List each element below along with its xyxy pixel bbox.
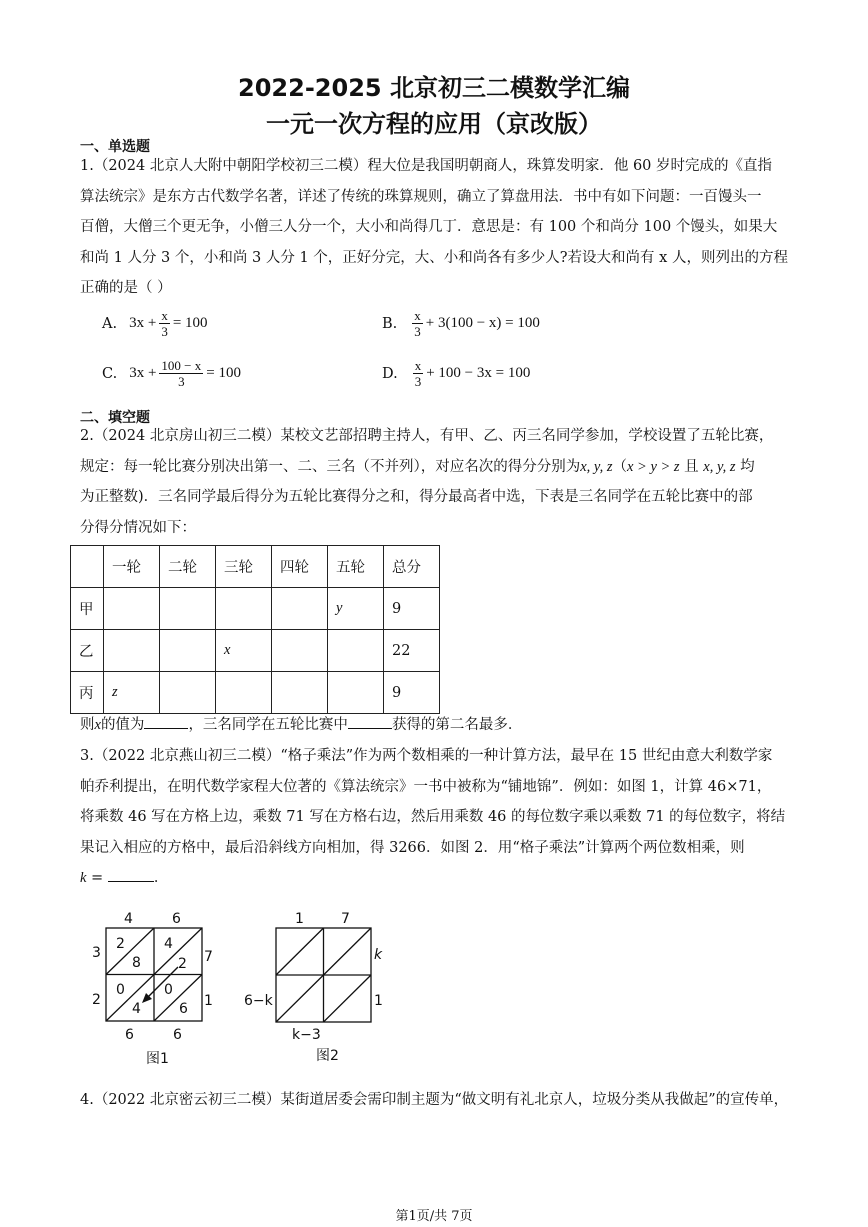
fig2-left-expr: 6−k bbox=[244, 993, 273, 1009]
option-a-suffix: = 100 bbox=[172, 315, 208, 331]
option-a-prefix: 3x + bbox=[129, 315, 157, 331]
fig2-right-k: k bbox=[374, 947, 383, 963]
q1-option-a[interactable] bbox=[102, 308, 208, 339]
q2-line-4: 分得分情况如下： bbox=[80, 519, 196, 536]
q2-answer-text: 的值为 bbox=[100, 717, 145, 733]
table-header-cell: 四轮 bbox=[272, 546, 328, 588]
option-d-formula bbox=[410, 358, 531, 389]
fig1-top-digit: 6 bbox=[172, 911, 181, 927]
table-cell bbox=[328, 630, 384, 672]
option-d-suffix: + 100 − 3x = 100 bbox=[426, 365, 531, 381]
fig1-right-digit: 1 bbox=[204, 993, 213, 1009]
table-cell: 丙 bbox=[71, 672, 104, 714]
q1-option-b[interactable] bbox=[382, 308, 540, 339]
fig1-right-digit: 7 bbox=[204, 949, 213, 965]
option-d-label: D. bbox=[382, 365, 398, 382]
answer-blank-k[interactable] bbox=[108, 865, 154, 882]
question-1-text bbox=[80, 151, 792, 304]
table-cell bbox=[160, 588, 216, 630]
fig2-top-digit: 7 bbox=[341, 911, 350, 927]
table-cell: 9 bbox=[384, 672, 440, 714]
table-variable: x bbox=[224, 642, 231, 658]
page-number: 第1页/共 7页 bbox=[395, 1209, 473, 1224]
q1-option-d[interactable] bbox=[382, 358, 530, 389]
q1-line-5: 正确的是（ ） bbox=[80, 280, 172, 296]
table-cell: 9 bbox=[384, 588, 440, 630]
option-a-label: A. bbox=[102, 315, 118, 332]
table-cell bbox=[104, 672, 160, 714]
option-c-fraction bbox=[159, 358, 203, 389]
table-cell: 22 bbox=[384, 630, 440, 672]
table-header-row bbox=[71, 546, 440, 588]
table-cell bbox=[104, 588, 160, 630]
figure-2-lattice bbox=[240, 905, 400, 1070]
option-c-label: C. bbox=[102, 365, 118, 382]
q3-line-4: 果记入相应的方格中，最后沿斜线方向相加，得 3266．如图 2．用“格子乘法”计算两个两位数相乘，则 bbox=[80, 839, 745, 856]
fig1-bottom-digit: 6 bbox=[173, 1027, 182, 1043]
fig1-caption: 图1 bbox=[146, 1051, 169, 1067]
option-b-fraction bbox=[412, 308, 423, 339]
q2-answer-variable: x bbox=[94, 717, 101, 733]
fig1-cell-digit: 0 bbox=[164, 982, 173, 998]
option-d-fraction bbox=[413, 358, 424, 389]
table-header-cell: 二轮 bbox=[160, 546, 216, 588]
table-row bbox=[71, 588, 440, 630]
fig1-cell-digit: 4 bbox=[132, 1001, 141, 1017]
fraction-numerator: x bbox=[161, 308, 168, 323]
figure-1-lattice bbox=[80, 905, 230, 1070]
q4-line-1: 4.（2022 北京密云初三二模）某街道居委会需印制主题为“做文明有礼北京人，垃圾分类从我做起”的宣传单， bbox=[80, 1092, 789, 1108]
document-title-line1: 2022-2025 北京初三二模数学汇编 bbox=[238, 74, 630, 102]
fig1-top-digit: 4 bbox=[124, 911, 133, 927]
table-header-cell: 总分 bbox=[384, 546, 440, 588]
q3-line-5 bbox=[80, 863, 792, 894]
table-cell bbox=[71, 546, 104, 588]
option-c-prefix: 3x + bbox=[129, 365, 157, 381]
fig1-left-digit: 2 bbox=[92, 992, 101, 1008]
q1-line-4: 和尚 1 人分 3 个，小和尚 3 人分 1 个，正好分完，大、小和尚各有多少人?若设大和尚有 x 人，则列出的方程 bbox=[80, 249, 788, 266]
q2-paren-open: （ bbox=[612, 458, 627, 475]
table-header-cell: 五轮 bbox=[328, 546, 384, 588]
question-2-text bbox=[80, 421, 792, 543]
option-c-suffix: = 100 bbox=[206, 365, 241, 381]
fraction-denominator: 3 bbox=[161, 324, 168, 339]
table-row bbox=[71, 672, 440, 714]
fig1-cell-digit: 2 bbox=[178, 956, 187, 972]
table-variable: z bbox=[112, 684, 118, 700]
fig2-caption: 图2 bbox=[316, 1048, 339, 1064]
fig1-cell-digit: 2 bbox=[116, 936, 125, 952]
fig2-top-digit: 1 bbox=[295, 911, 304, 927]
option-b-suffix: + 3(100 − x) = 100 bbox=[425, 315, 540, 331]
fig1-cell-digit: 6 bbox=[179, 1001, 188, 1017]
option-b-label: B. bbox=[382, 315, 398, 332]
q3-end: ． bbox=[153, 870, 169, 886]
fraction-denominator: 3 bbox=[178, 374, 185, 389]
fig1-bottom-digit: 6 bbox=[125, 1027, 134, 1043]
question-3-text bbox=[80, 741, 792, 894]
q2-variables-2: x, y, z bbox=[703, 458, 736, 475]
q2-line-2-end: 均 bbox=[735, 458, 755, 475]
q1-option-c[interactable] bbox=[102, 358, 241, 389]
q3-line-2: 帕乔利提出，在明代数学家程大位著的《算法统宗》一书中被称为“铺地锦”．例如：如图 1，计算 46×71， bbox=[80, 778, 772, 795]
fraction-numerator: x bbox=[414, 308, 421, 323]
table-cell bbox=[272, 672, 328, 714]
q3-line-3: 将乘数 46 写在方格上边，乘数 71 写在方格右边，然后用乘数 46 的每位数字乘以乘数 71 的每位数字，将结 bbox=[80, 809, 786, 825]
table-header-cell: 三轮 bbox=[216, 546, 272, 588]
q1-line-1: 1.（2024 北京人大附中朝阳学校初三二模）程大位是我国明朝商人，珠算发明家．他 60 岁时完成的《直指 bbox=[80, 158, 773, 174]
answer-blank-1[interactable] bbox=[144, 712, 188, 729]
fraction-denominator: 3 bbox=[414, 374, 422, 389]
table-row bbox=[71, 630, 440, 672]
option-b-formula bbox=[409, 308, 540, 339]
q2-answer-end: 获得的第二名最多． bbox=[391, 717, 523, 733]
q2-line-2-text: 规定：每一轮比赛分别决出第一、二、三名（不并列），对应名次的得分分别为 bbox=[80, 458, 581, 475]
table-cell bbox=[160, 630, 216, 672]
fig1-cell-digit: 8 bbox=[132, 955, 141, 971]
q2-condition: x > y > z bbox=[626, 458, 680, 475]
q3-line-1: 3.（2022 北京燕山初三二模）“格子乘法”作为两个数相乘的一种计算方法，最早在 15 世纪由意大利数学家 bbox=[80, 748, 773, 764]
table-cell bbox=[328, 588, 384, 630]
table-cell bbox=[104, 630, 160, 672]
table-header-cell: 一轮 bbox=[104, 546, 160, 588]
q2-answer-prefix: 则 bbox=[80, 717, 95, 733]
q1-line-2: 算法统宗》是东方古代数学名著，详述了传统的珠算规则，确立了算盘用法．书中有如下问题：一百馒头一 bbox=[80, 188, 762, 205]
table-cell bbox=[160, 672, 216, 714]
q2-line-3: 为正整数)．三名同学最后得分为五轮比赛得分之和，得分最高者中选，下表是三名同学在五轮比赛中的部 bbox=[80, 489, 753, 505]
fraction-numerator: x bbox=[414, 358, 422, 373]
option-c-formula bbox=[129, 358, 241, 389]
q2-variables: x, y, z bbox=[580, 458, 613, 475]
section-heading-single-choice: 一、单选题 bbox=[80, 139, 150, 155]
fig1-cell-digit: 4 bbox=[164, 936, 173, 952]
table-cell bbox=[216, 588, 272, 630]
table-cell: 甲 bbox=[71, 588, 104, 630]
table-cell bbox=[216, 672, 272, 714]
fig1-left-digit: 3 bbox=[92, 945, 101, 961]
q2-answer-line bbox=[80, 710, 792, 741]
q2-line-2 bbox=[80, 452, 792, 483]
q2-answer-middle: ，三名同学在五轮比赛中 bbox=[188, 717, 348, 733]
document-title-line2: 一元一次方程的应用（京改版） bbox=[266, 110, 602, 138]
q3-variable-k: k bbox=[80, 870, 87, 886]
option-a-formula bbox=[129, 308, 207, 339]
table-variable: y bbox=[336, 600, 343, 616]
table-cell bbox=[216, 630, 272, 672]
question-4-text bbox=[80, 1085, 792, 1116]
answer-blank-2[interactable] bbox=[348, 712, 392, 729]
fig2-bottom-expr: k−3 bbox=[292, 1027, 321, 1043]
table-cell bbox=[272, 588, 328, 630]
fraction-denominator: 3 bbox=[414, 324, 421, 339]
q2-line-1: 2.（2024 北京房山初三二模）某校文艺部招聘主持人，有甲、乙、丙三名同学参加，学校设置了五轮比赛， bbox=[80, 428, 774, 444]
table-cell bbox=[272, 630, 328, 672]
score-table bbox=[70, 545, 440, 714]
fig1-cell-digit: 0 bbox=[116, 982, 125, 998]
table-cell: 乙 bbox=[71, 630, 104, 672]
q1-line-3: 百僧，大僧三个更无争，小僧三人分一个，大小和尚得几丁．意思是：有 100 个和尚分 100 个馒头，如果大 bbox=[80, 219, 778, 235]
q3-equals: = bbox=[86, 870, 108, 886]
q2-and: 且 bbox=[679, 458, 704, 475]
section-heading-fill-blank: 二、填空题 bbox=[80, 410, 150, 426]
option-a-fraction bbox=[159, 308, 170, 339]
fraction-numerator: 100 − x bbox=[161, 358, 202, 373]
fig2-right-digit: 1 bbox=[374, 993, 383, 1009]
table-cell bbox=[328, 672, 384, 714]
